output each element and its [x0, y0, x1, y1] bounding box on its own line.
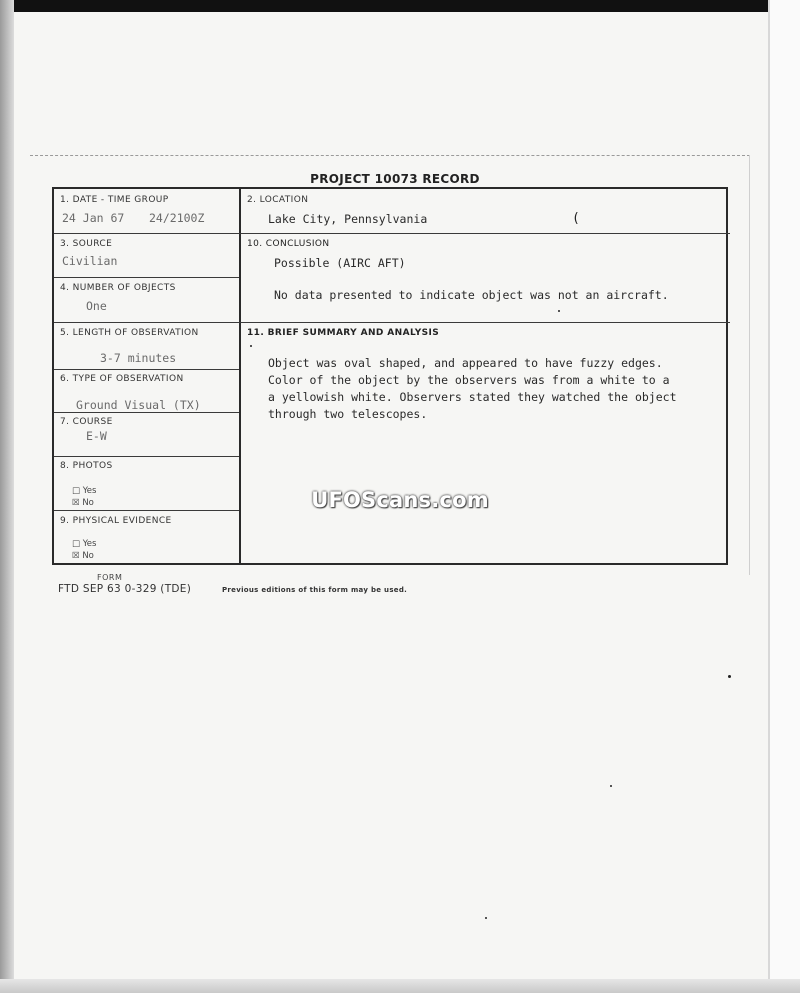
summary-line: through two telescopes. [268, 407, 428, 421]
scan-edge-top [0, 0, 800, 12]
scan-speck [558, 310, 560, 312]
conclusion-note: No data presented to indicate object was not an aircraft. [274, 288, 669, 302]
photos-no-checkbox: ☒ [72, 498, 80, 508]
scan-edge-bottom [0, 979, 800, 993]
page-edge-line [749, 155, 750, 575]
summary-line: a yellowish white. Observers stated they watched the object [268, 390, 677, 404]
course-label: 7. COURSE [60, 417, 113, 427]
location-label: 2. LOCATION [247, 195, 309, 205]
photos-yes-option: □ Yes [72, 486, 97, 496]
location-value: Lake City, Pennsylvania [268, 212, 428, 226]
photos-yes-checkbox: □ [72, 486, 81, 496]
scan-speck [250, 345, 252, 347]
conclusion-label: 10. CONCLUSION [247, 239, 330, 249]
scan-speck [610, 785, 612, 787]
course-value: E-W [86, 429, 107, 443]
watermark: UFOScans.com [311, 488, 489, 512]
physical-evidence-no-option: ☒ No [72, 551, 94, 561]
type-of-observation-label: 6. TYPE OF OBSERVATION [60, 374, 184, 384]
date-time-label: 1. DATE - TIME GROUP [60, 195, 169, 205]
record-title: PROJECT 10073 RECORD [310, 172, 480, 186]
photos-label: 8. PHOTOS [60, 461, 113, 471]
divider-left-6 [54, 456, 239, 457]
divider-left-2 [54, 277, 239, 278]
physical-evidence-label: 9. PHYSICAL EVIDENCE [60, 516, 172, 526]
footer-form-label: FORM [97, 573, 123, 582]
conclusion-value: Possible (AIRC AFT) [274, 256, 406, 270]
divider-left-4 [54, 369, 239, 370]
physical-evidence-no-checkbox: ☒ [72, 551, 80, 561]
time-value: 24/2100Z [149, 211, 205, 225]
number-of-objects-label: 4. NUMBER OF OBJECTS [60, 283, 176, 293]
physical-evidence-yes-checkbox: □ [72, 539, 81, 549]
footer-form-code: FTD SEP 63 0-329 (TDE) [58, 583, 192, 595]
scan-speck [485, 917, 487, 919]
summary-label: 11. BRIEF SUMMARY AND ANALYSIS [247, 328, 440, 338]
location-mark: ( [572, 211, 580, 226]
photos-no-option: ☒ No [72, 498, 94, 508]
source-value: Civilian [62, 254, 118, 268]
summary-text [268, 355, 738, 423]
footer-note: Previous editions of this form may be used. [222, 586, 408, 594]
type-of-observation-value: Ground Visual (TX) [76, 398, 201, 412]
divider-row-3 [54, 322, 730, 323]
tear-line [30, 155, 750, 156]
summary-line: Object was oval shaped, and appeared to have fuzzy edges. [268, 356, 663, 370]
divider-left-5 [54, 412, 239, 413]
number-of-objects-value: One [86, 299, 107, 313]
date-value: 24 Jan 67 [62, 211, 125, 225]
scan-speck [728, 675, 731, 678]
source-label: 3. SOURCE [60, 239, 113, 249]
summary-line: Color of the object by the observers was from a white to a [268, 373, 670, 387]
divider-row-1 [54, 233, 730, 234]
physical-evidence-yes-option: □ Yes [72, 539, 97, 549]
length-of-observation-value: 3-7 minutes [100, 351, 177, 365]
length-of-observation-label: 5. LENGTH OF OBSERVATION [60, 328, 199, 338]
